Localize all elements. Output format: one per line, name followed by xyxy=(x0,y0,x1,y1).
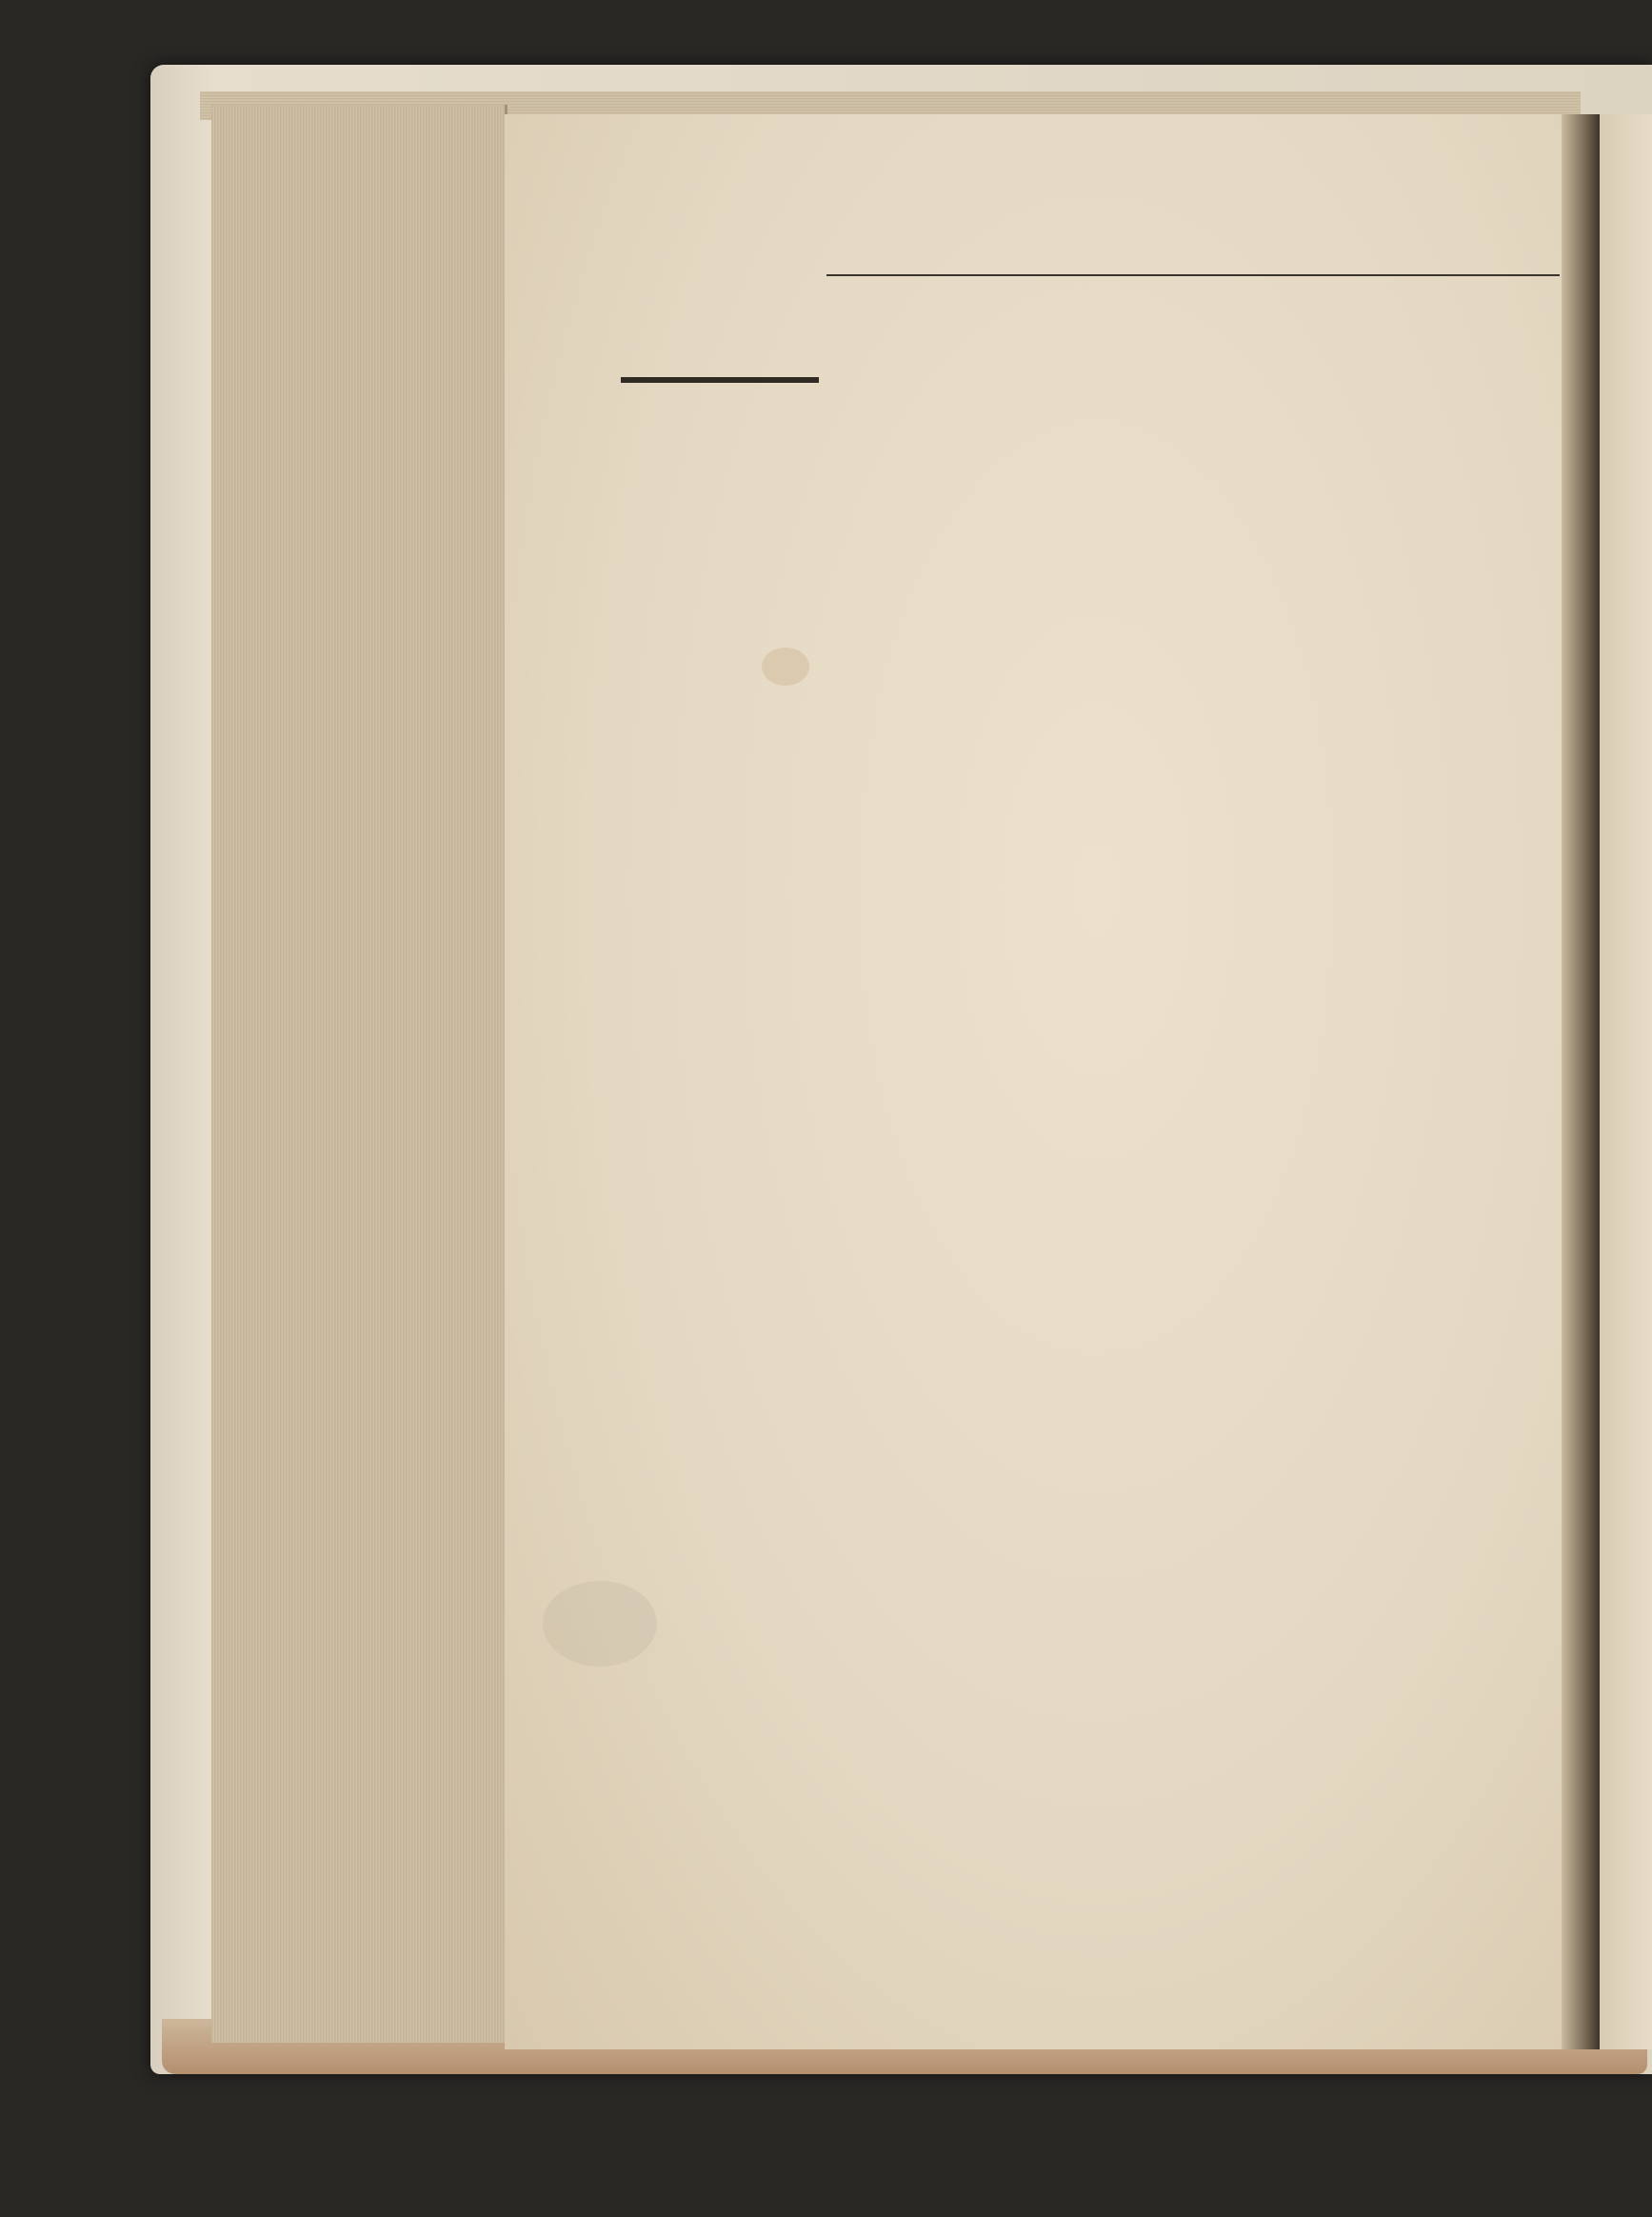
stain xyxy=(543,1581,657,1667)
facing-page-fragment xyxy=(1600,114,1652,2049)
book-page xyxy=(505,114,1581,2049)
margin-rule xyxy=(621,377,819,383)
stain xyxy=(762,648,809,686)
gutter-shadow xyxy=(1562,114,1600,2049)
head-rule xyxy=(826,274,1560,276)
page-edges-block xyxy=(211,105,508,2043)
